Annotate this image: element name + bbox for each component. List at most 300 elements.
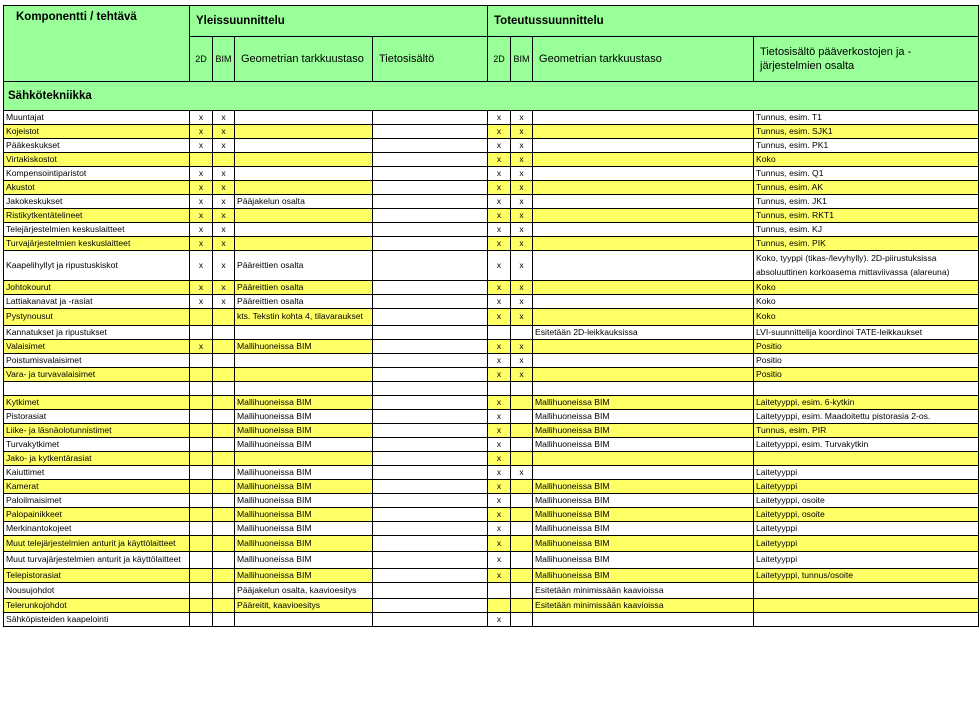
general-geometry-cell: Mallihuoneissa BIM xyxy=(235,552,373,569)
detailed-geometry-cell xyxy=(533,465,754,479)
detailed-bim-mark xyxy=(511,395,533,409)
general-bim-mark xyxy=(213,325,235,339)
detailed-bim-mark: x xyxy=(511,195,533,209)
detailed-info-cell xyxy=(754,451,979,465)
general-bim-mark: x xyxy=(213,139,235,153)
table-row xyxy=(4,209,979,223)
detailed-geometry-cell: Mallihuoneissa BIM xyxy=(533,552,754,569)
detailed-bim-mark: x xyxy=(511,223,533,237)
row-name: Kompensointiparistot xyxy=(4,167,190,181)
row-name: Muut turvajärjestelmien anturit ja käyttölaitteet xyxy=(4,552,190,569)
general-geometry-cell xyxy=(235,325,373,339)
table-row xyxy=(4,153,979,167)
general-info-cell xyxy=(373,181,488,195)
general-bim-mark: x xyxy=(213,125,235,139)
general-info-cell xyxy=(373,111,488,125)
table-row xyxy=(4,409,979,423)
detailed-geometry-cell: Mallihuoneissa BIM xyxy=(533,493,754,507)
general-2d-mark xyxy=(190,552,213,569)
table-row xyxy=(4,613,979,627)
general-2d-mark xyxy=(190,353,213,367)
detailed-2d-mark: x xyxy=(488,195,511,209)
header-row-1 xyxy=(4,6,979,37)
table-row xyxy=(4,535,979,552)
detailed-info-cell: Laitetyyppi, esim. Turvakytkin xyxy=(754,437,979,451)
general-bim-mark xyxy=(213,409,235,423)
general-2d-mark xyxy=(190,507,213,521)
general-2d-mark xyxy=(190,613,213,627)
detailed-geometry-cell: Mallihuoneissa BIM xyxy=(533,535,754,552)
general-2d-mark xyxy=(190,568,213,582)
general-info-cell xyxy=(373,451,488,465)
general-bim-mark xyxy=(213,395,235,409)
requirements-table xyxy=(3,5,979,627)
detailed-bim-mark xyxy=(511,409,533,423)
general-geometry-cell xyxy=(235,111,373,125)
detailed-geometry-cell xyxy=(533,339,754,353)
row-name: Merkinantokojeet xyxy=(4,521,190,535)
table-row xyxy=(4,493,979,507)
general-geometry-cell xyxy=(235,223,373,237)
general-2d-mark xyxy=(190,153,213,167)
detailed-geometry-cell xyxy=(533,353,754,367)
general-geometry-cell: Mallihuoneissa BIM xyxy=(235,339,373,353)
row-name: Vara- ja turvavalaisimet xyxy=(4,367,190,381)
detailed-2d-mark: x xyxy=(488,507,511,521)
general-bim-mark xyxy=(213,479,235,493)
detailed-info-cell: Laitetyyppi xyxy=(754,479,979,493)
detailed-info-cell xyxy=(754,613,979,627)
general-geometry-cell xyxy=(235,209,373,223)
general-2d-mark: x xyxy=(190,237,213,251)
row-name: Telepistorasiat xyxy=(4,568,190,582)
general-bim-mark: x xyxy=(213,195,235,209)
detailed-bim-mark xyxy=(511,451,533,465)
general-info-cell xyxy=(373,552,488,569)
detailed-bim-mark xyxy=(511,437,533,451)
table-row xyxy=(4,381,979,395)
general-geometry-cell: Mallihuoneissa BIM xyxy=(235,479,373,493)
table-row xyxy=(4,309,979,326)
general-bim-mark xyxy=(213,423,235,437)
detailed-2d-mark: x xyxy=(488,295,511,309)
section-title: Sähkötekniikka xyxy=(4,82,979,111)
general-2d-mark xyxy=(190,479,213,493)
detailed-bim-mark: x xyxy=(511,139,533,153)
table-row xyxy=(4,599,979,613)
detailed-bim-mark: x xyxy=(511,237,533,251)
general-geometry-cell xyxy=(235,451,373,465)
row-name: Sähköpisteiden kaapelointi xyxy=(4,613,190,627)
header-geometry-detailed: Geometrian tarkkuustaso xyxy=(533,37,754,82)
detailed-bim-mark: x xyxy=(511,251,533,281)
detailed-geometry-cell xyxy=(533,237,754,251)
detailed-bim-mark xyxy=(511,507,533,521)
general-info-cell xyxy=(373,309,488,326)
general-info-cell xyxy=(373,353,488,367)
row-name: Turvakytkimet xyxy=(4,437,190,451)
general-2d-mark xyxy=(190,599,213,613)
general-2d-mark: x xyxy=(190,209,213,223)
detailed-2d-mark xyxy=(488,381,511,395)
general-2d-mark xyxy=(190,367,213,381)
detailed-2d-mark: x xyxy=(488,535,511,552)
detailed-info-cell: Koko xyxy=(754,153,979,167)
detailed-2d-mark: x xyxy=(488,251,511,281)
general-bim-mark xyxy=(213,309,235,326)
detailed-geometry-cell xyxy=(533,451,754,465)
row-name: Kojeistot xyxy=(4,125,190,139)
detailed-2d-mark: x xyxy=(488,153,511,167)
header-detailed-design: Toteutussuunnittelu xyxy=(488,6,979,37)
general-info-cell xyxy=(373,465,488,479)
section-row xyxy=(4,82,979,111)
detailed-info-cell: Tunnus, esim. KJ xyxy=(754,223,979,237)
detailed-info-cell: Positio xyxy=(754,339,979,353)
detailed-geometry-cell xyxy=(533,613,754,627)
row-name: Kaapelihyllyt ja ripustuskiskot xyxy=(4,251,190,281)
row-name xyxy=(4,381,190,395)
detailed-bim-mark xyxy=(511,493,533,507)
general-2d-mark: x xyxy=(190,281,213,295)
general-bim-mark xyxy=(213,339,235,353)
detailed-bim-mark xyxy=(511,613,533,627)
detailed-2d-mark xyxy=(488,582,511,599)
row-name: Telejärjestelmien keskuslaitteet xyxy=(4,223,190,237)
detailed-info-cell: Positio xyxy=(754,353,979,367)
row-name: Kannatukset ja ripustukset xyxy=(4,325,190,339)
detailed-bim-mark: x xyxy=(511,367,533,381)
general-2d-mark: x xyxy=(190,223,213,237)
general-info-cell xyxy=(373,223,488,237)
general-bim-mark xyxy=(213,465,235,479)
detailed-info-cell: Laitetyyppi xyxy=(754,535,979,552)
general-2d-mark: x xyxy=(190,181,213,195)
general-2d-mark xyxy=(190,451,213,465)
detailed-geometry-cell: Mallihuoneissa BIM xyxy=(533,423,754,437)
detailed-geometry-cell xyxy=(533,381,754,395)
detailed-2d-mark: x xyxy=(488,521,511,535)
general-geometry-cell: Mallihuoneissa BIM xyxy=(235,395,373,409)
detailed-bim-mark xyxy=(511,521,533,535)
table-row xyxy=(4,339,979,353)
table-row xyxy=(4,295,979,309)
detailed-2d-mark: x xyxy=(488,353,511,367)
detailed-bim-mark xyxy=(511,479,533,493)
general-geometry-cell xyxy=(235,167,373,181)
row-name: Muuntajat xyxy=(4,111,190,125)
general-geometry-cell xyxy=(235,153,373,167)
table-row xyxy=(4,465,979,479)
detailed-bim-mark: x xyxy=(511,181,533,195)
detailed-geometry-cell xyxy=(533,281,754,295)
general-bim-mark xyxy=(213,599,235,613)
general-geometry-cell: Pääjakelun osalta, kaavioesitys xyxy=(235,582,373,599)
row-name: Liike- ja läsnäolotunnistimet xyxy=(4,423,190,437)
general-2d-mark xyxy=(190,437,213,451)
detailed-bim-mark xyxy=(511,535,533,552)
detailed-info-cell: LVI-suunnittelija koordinoi TATE-leikkaukset xyxy=(754,325,979,339)
row-name: Pääkeskukset xyxy=(4,139,190,153)
general-info-cell xyxy=(373,195,488,209)
general-info-cell xyxy=(373,582,488,599)
detailed-info-cell: Koko xyxy=(754,295,979,309)
general-info-cell xyxy=(373,237,488,251)
detailed-2d-mark: x xyxy=(488,613,511,627)
general-geometry-cell: Pääreittien osalta xyxy=(235,251,373,281)
table-row xyxy=(4,125,979,139)
detailed-bim-mark xyxy=(511,325,533,339)
general-geometry-cell xyxy=(235,381,373,395)
general-info-cell xyxy=(373,209,488,223)
row-name: Pystynousut xyxy=(4,309,190,326)
detailed-info-cell: Tunnus, esim. PK1 xyxy=(754,139,979,153)
detailed-info-cell: Laitetyyppi xyxy=(754,521,979,535)
table-row xyxy=(4,281,979,295)
general-geometry-cell: Mallihuoneissa BIM xyxy=(235,535,373,552)
detailed-info-cell xyxy=(754,582,979,599)
detailed-geometry-cell xyxy=(533,309,754,326)
row-name: Muut telejärjestelmien anturit ja käyttölaitteet xyxy=(4,535,190,552)
table-row xyxy=(4,251,979,281)
general-bim-mark: x xyxy=(213,237,235,251)
detailed-info-cell: Laitetyyppi xyxy=(754,465,979,479)
general-geometry-cell xyxy=(235,139,373,153)
detailed-info-cell: Laitetyyppi xyxy=(754,552,979,569)
row-name: Kamerat xyxy=(4,479,190,493)
table-row xyxy=(4,568,979,582)
detailed-info-cell: Laitetyyppi, esim. Maadoitettu pistorasia 2-os. xyxy=(754,409,979,423)
detailed-2d-mark: x xyxy=(488,437,511,451)
detailed-geometry-cell: Mallihuoneissa BIM xyxy=(533,409,754,423)
general-2d-mark xyxy=(190,381,213,395)
general-info-cell xyxy=(373,295,488,309)
general-info-cell xyxy=(373,479,488,493)
general-bim-mark xyxy=(213,568,235,582)
general-bim-mark xyxy=(213,353,235,367)
detailed-2d-mark: x xyxy=(488,339,511,353)
general-bim-mark xyxy=(213,535,235,552)
detailed-geometry-cell: Mallihuoneissa BIM xyxy=(533,437,754,451)
general-bim-mark: x xyxy=(213,111,235,125)
detailed-bim-mark xyxy=(511,582,533,599)
detailed-info-cell: Tunnus, esim. SJK1 xyxy=(754,125,979,139)
table-row xyxy=(4,423,979,437)
detailed-geometry-cell: Mallihuoneissa BIM xyxy=(533,568,754,582)
table-row xyxy=(4,451,979,465)
general-geometry-cell: Mallihuoneissa BIM xyxy=(235,465,373,479)
general-geometry-cell: Mallihuoneissa BIM xyxy=(235,568,373,582)
general-geometry-cell: Mallihuoneissa BIM xyxy=(235,507,373,521)
table-row xyxy=(4,139,979,153)
detailed-bim-mark: x xyxy=(511,339,533,353)
detailed-bim-mark: x xyxy=(511,465,533,479)
general-geometry-cell xyxy=(235,125,373,139)
general-2d-mark xyxy=(190,465,213,479)
detailed-info-cell: Tunnus, esim. PIK xyxy=(754,237,979,251)
detailed-geometry-cell xyxy=(533,153,754,167)
row-name: Nousujohdot xyxy=(4,582,190,599)
detailed-bim-mark: x xyxy=(511,281,533,295)
detailed-2d-mark: x xyxy=(488,568,511,582)
table-row xyxy=(4,507,979,521)
row-name: Akustot xyxy=(4,181,190,195)
detailed-geometry-cell xyxy=(533,167,754,181)
detailed-info-cell: Laitetyyppi, esim. 6-kytkin xyxy=(754,395,979,409)
detailed-2d-mark: x xyxy=(488,111,511,125)
table-row xyxy=(4,395,979,409)
detailed-2d-mark: x xyxy=(488,237,511,251)
detailed-info-cell: Laitetyyppi, tunnus/osoite xyxy=(754,568,979,582)
detailed-2d-mark: x xyxy=(488,395,511,409)
table-row xyxy=(4,479,979,493)
table-row xyxy=(4,552,979,569)
detailed-2d-mark: x xyxy=(488,281,511,295)
general-geometry-cell xyxy=(235,613,373,627)
general-2d-mark: x xyxy=(190,195,213,209)
detailed-bim-mark xyxy=(511,423,533,437)
detailed-geometry-cell: Esitetään 2D-leikkauksissa xyxy=(533,325,754,339)
detailed-geometry-cell: Esitetään minimissään kaavioissa xyxy=(533,582,754,599)
detailed-geometry-cell xyxy=(533,125,754,139)
detailed-info-cell: Tunnus, esim. JK1 xyxy=(754,195,979,209)
general-2d-mark xyxy=(190,395,213,409)
row-name: Palopainikkeet xyxy=(4,507,190,521)
general-info-cell xyxy=(373,167,488,181)
general-info-cell xyxy=(373,493,488,507)
general-2d-mark xyxy=(190,582,213,599)
general-bim-mark xyxy=(213,582,235,599)
header-component: Komponentti / tehtävä xyxy=(4,6,190,82)
detailed-2d-mark: x xyxy=(488,479,511,493)
general-2d-mark: x xyxy=(190,125,213,139)
table-row xyxy=(4,325,979,339)
detailed-bim-mark: x xyxy=(511,153,533,167)
table-row xyxy=(4,195,979,209)
row-name: Ristikytkentätelineet xyxy=(4,209,190,223)
detailed-info-cell: Koko xyxy=(754,309,979,326)
general-geometry-cell xyxy=(235,353,373,367)
detailed-info-cell: Tunnus, esim. AK xyxy=(754,181,979,195)
detailed-geometry-cell: Mallihuoneissa BIM xyxy=(533,521,754,535)
general-geometry-cell: Pääjakelun osalta xyxy=(235,195,373,209)
row-name: Jakokeskukset xyxy=(4,195,190,209)
general-bim-mark xyxy=(213,613,235,627)
table-row xyxy=(4,582,979,599)
detailed-2d-mark: x xyxy=(488,493,511,507)
table-row xyxy=(4,111,979,125)
general-geometry-cell: Mallihuoneissa BIM xyxy=(235,437,373,451)
general-bim-mark xyxy=(213,493,235,507)
header-2d-detailed: 2D xyxy=(488,37,511,82)
row-name: Lattiakanavat ja -rasiat xyxy=(4,295,190,309)
row-name: Kytkimet xyxy=(4,395,190,409)
general-2d-mark xyxy=(190,325,213,339)
header-info-detailed: Tietosisältö pääverkostojen ja -järjestelmien osalta xyxy=(754,37,979,82)
general-geometry-cell: Mallihuoneissa BIM xyxy=(235,521,373,535)
general-info-cell xyxy=(373,153,488,167)
table-row xyxy=(4,367,979,381)
general-info-cell xyxy=(373,251,488,281)
header-bim-detailed: BIM xyxy=(511,37,533,82)
row-name: Turvajärjestelmien keskuslaitteet xyxy=(4,237,190,251)
detailed-bim-mark: x xyxy=(511,167,533,181)
general-2d-mark xyxy=(190,309,213,326)
general-geometry-cell: Mallihuoneissa BIM xyxy=(235,409,373,423)
general-geometry-cell xyxy=(235,181,373,195)
row-name: Kaiuttimet xyxy=(4,465,190,479)
general-2d-mark xyxy=(190,521,213,535)
table-row xyxy=(4,237,979,251)
general-bim-mark xyxy=(213,153,235,167)
table-row xyxy=(4,181,979,195)
general-bim-mark xyxy=(213,507,235,521)
general-info-cell xyxy=(373,423,488,437)
detailed-2d-mark: x xyxy=(488,167,511,181)
general-info-cell xyxy=(373,409,488,423)
detailed-2d-mark xyxy=(488,599,511,613)
detailed-geometry-cell xyxy=(533,195,754,209)
detailed-info-cell: Koko xyxy=(754,281,979,295)
detailed-info-cell: Positio xyxy=(754,367,979,381)
detailed-info-cell xyxy=(754,381,979,395)
detailed-info-cell: Tunnus, esim. T1 xyxy=(754,111,979,125)
table-row xyxy=(4,223,979,237)
general-info-cell xyxy=(373,437,488,451)
general-bim-mark: x xyxy=(213,209,235,223)
detailed-info-cell: Laitetyyppi, osoite xyxy=(754,507,979,521)
detailed-geometry-cell: Mallihuoneissa BIM xyxy=(533,479,754,493)
general-geometry-cell xyxy=(235,367,373,381)
detailed-geometry-cell xyxy=(533,367,754,381)
general-info-cell xyxy=(373,339,488,353)
detailed-info-cell: Tunnus, esim. Q1 xyxy=(754,167,979,181)
row-name: Telerunkojohdot xyxy=(4,599,190,613)
detailed-info-cell: Koko, tyyppi (tikas-/levyhylly). 2D-piirustuksissa absoluuttinen korkoasema mittaviivassa (alareuna) xyxy=(754,251,979,281)
general-info-cell xyxy=(373,395,488,409)
table-row xyxy=(4,437,979,451)
table-row xyxy=(4,521,979,535)
detailed-geometry-cell xyxy=(533,209,754,223)
detailed-geometry-cell xyxy=(533,251,754,281)
general-2d-mark: x xyxy=(190,339,213,353)
general-info-cell xyxy=(373,599,488,613)
detailed-2d-mark: x xyxy=(488,465,511,479)
general-bim-mark: x xyxy=(213,251,235,281)
detailed-bim-mark: x xyxy=(511,209,533,223)
general-bim-mark: x xyxy=(213,167,235,181)
general-info-cell xyxy=(373,381,488,395)
detailed-2d-mark: x xyxy=(488,209,511,223)
detailed-geometry-cell: Esitetään minimissään kaavioissa xyxy=(533,599,754,613)
general-info-cell xyxy=(373,367,488,381)
general-2d-mark xyxy=(190,423,213,437)
detailed-bim-mark: x xyxy=(511,353,533,367)
general-2d-mark: x xyxy=(190,251,213,281)
general-bim-mark xyxy=(213,437,235,451)
detailed-bim-mark xyxy=(511,552,533,569)
general-2d-mark: x xyxy=(190,167,213,181)
general-2d-mark: x xyxy=(190,111,213,125)
general-info-cell xyxy=(373,568,488,582)
general-bim-mark xyxy=(213,451,235,465)
general-2d-mark: x xyxy=(190,295,213,309)
general-info-cell xyxy=(373,535,488,552)
detailed-2d-mark: x xyxy=(488,125,511,139)
general-bim-mark xyxy=(213,552,235,569)
general-geometry-cell: Pääreittien osalta xyxy=(235,281,373,295)
detailed-bim-mark: x xyxy=(511,111,533,125)
